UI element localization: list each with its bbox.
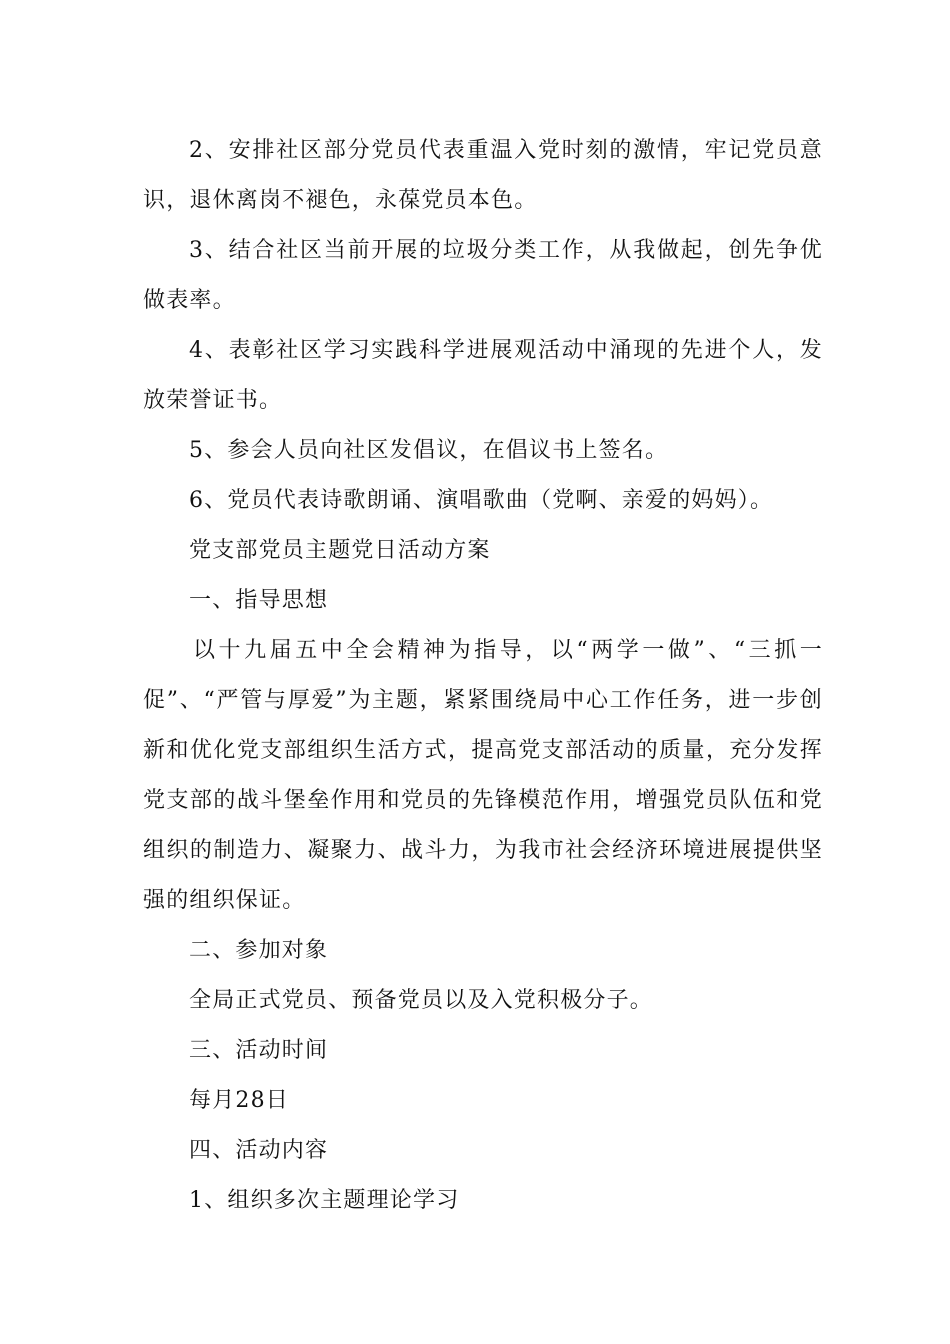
- paragraph-theory-study: 1、组织多次主题理论学习: [189, 1188, 460, 1213]
- paragraph-item-3: 3、结合社区当前开展的垃圾分类工作，从我做起，创先争优做表率。: [143, 238, 823, 313]
- paragraph-guiding-ideology: 以十九届五中全会精神为指导，以“两学一做”、“三抓一促”、“严管与厚爱”为主题，紧紧围绕局中心工作任务，进一步创新和优化党支部组织生活方式，提高党支部活动的质量，充分发挥党支部的战斗堡垒作用和党员的先锋模范作用，增强党员队伍和党组织的制造力、凝聚力、战斗力，为我市社会经济环境进展提供坚强的组织保证。: [143, 638, 823, 913]
- heading-activity-time: 三、活动时间: [189, 1038, 329, 1063]
- paragraph-activity-time: 每月28日: [189, 1088, 289, 1113]
- paragraph-item-4: 4、表彰社区学习实践科学进展观活动中涌现的先进个人，发放荣誉证书。: [143, 338, 823, 413]
- heading-activity-content: 四、活动内容: [189, 1138, 329, 1163]
- paragraph-item-5: 5、参会人员向社区发倡议，在倡议书上签名。: [189, 438, 669, 463]
- paragraph-item-2: 2、安排社区部分党员代表重温入党时刻的激情，牢记党员意识，退休离岗不褪色，永葆党员本色。: [143, 138, 823, 213]
- heading-guiding-ideology: 一、指导思想: [189, 588, 329, 613]
- paragraph-item-6: 6、党员代表诗歌朗诵、演唱歌曲（党啊、亲爱的妈妈）。: [189, 488, 774, 513]
- paragraph-participants: 全局正式党员、预备党员以及入党积极分子。: [189, 988, 654, 1013]
- document-body: [143, 126, 823, 1226]
- heading-participants: 二、参加对象: [189, 938, 329, 963]
- section-title: 党支部党员主题党日活动方案: [189, 538, 491, 563]
